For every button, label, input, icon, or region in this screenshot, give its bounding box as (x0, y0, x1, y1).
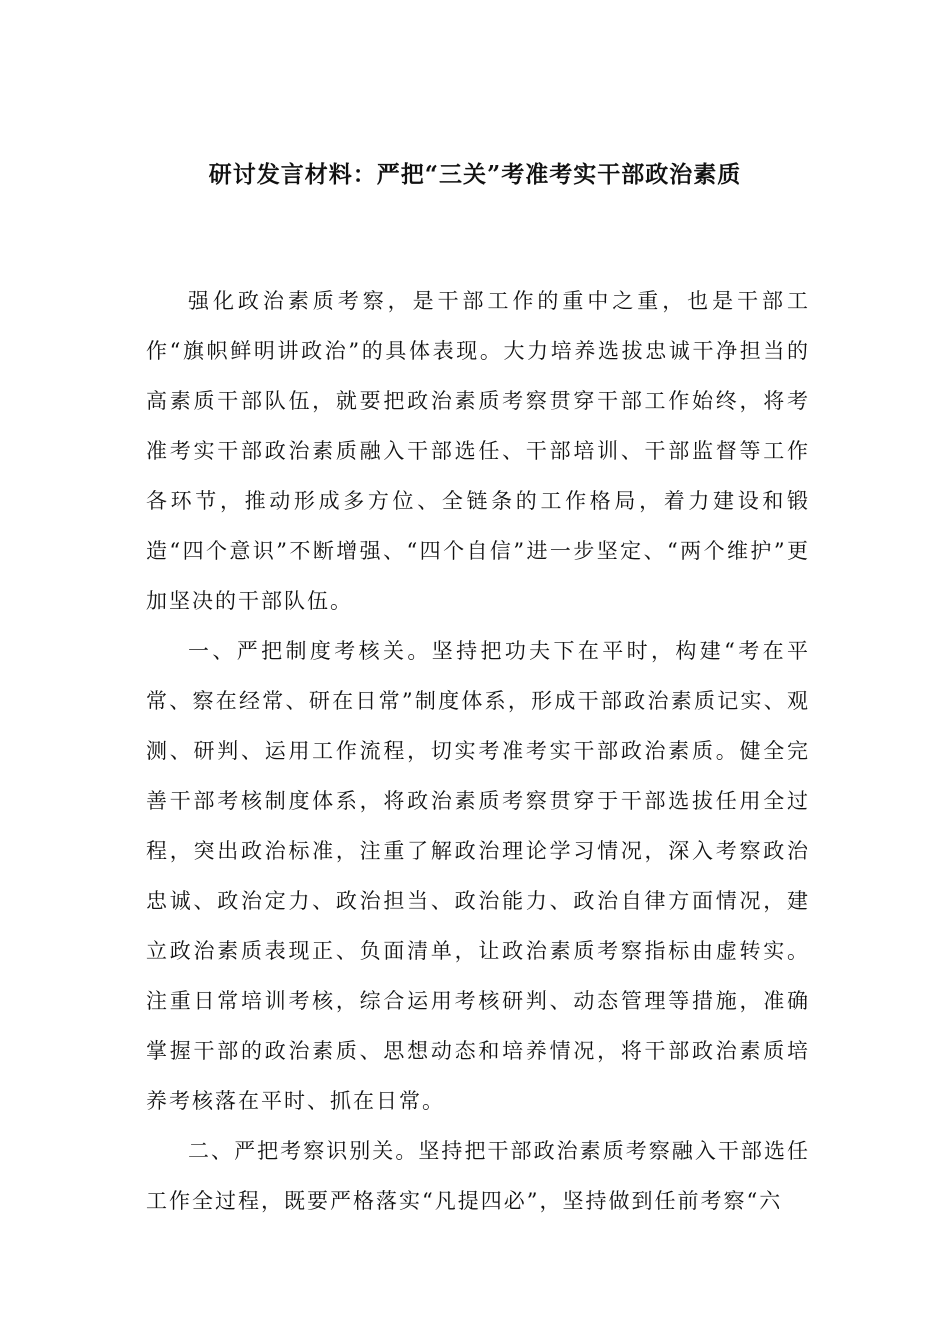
paragraph-section-two: 二、严把考察识别关。坚持把干部政治素质考察融入干部选任工作全过程，既要严格落实“凡提四必”，坚持做到任前考察“六 (146, 1139, 810, 1213)
paragraph-section-one: 一、严把制度考核关。坚持把功夫下在平时，构建“考在平常、察在经常、研在日常”制度体系，形成干部政治素质记实、观测、研判、运用工作流程，切实考准考实干部政治素质。健全完善干部考核制度体系，将政治素质考察贯穿于干部选拔任用全过程，突出政治标准，注重了解政治理论学习情况，深入考察政治忠诚、政治定力、政治担当、政治能力、政治自律方面情况，建立政治素质表现正、负面清单，让政治素质考察指标由虚转实。注重日常培训考核，综合运用考核研判、动态管理等措施，准确掌握干部的政治素质、思想动态和培养情况，将干部政治素质培养考核落在平时、抓在日常。 (146, 639, 810, 1113)
document-body (146, 276, 810, 1226)
document-title: 研讨发言材料：严把“三关”考准考实干部政治素质 (208, 161, 742, 188)
paragraph-intro: 强化政治素质考察，是干部工作的重中之重，也是干部工作“旗帜鲜明讲政治”的具体表现。大力培养选拔忠诚干净担当的高素质干部队伍，就要把政治素质考察贯穿干部工作始终，将考准考实干部政治素质融入干部选任、干部培训、干部监督等工作各环节，推动形成多方位、全链条的工作格局，着力建设和锻造“四个意识”不断增强、“四个自信”进一步坚定、“两个维护”更加坚决的干部队伍。 (146, 289, 810, 613)
